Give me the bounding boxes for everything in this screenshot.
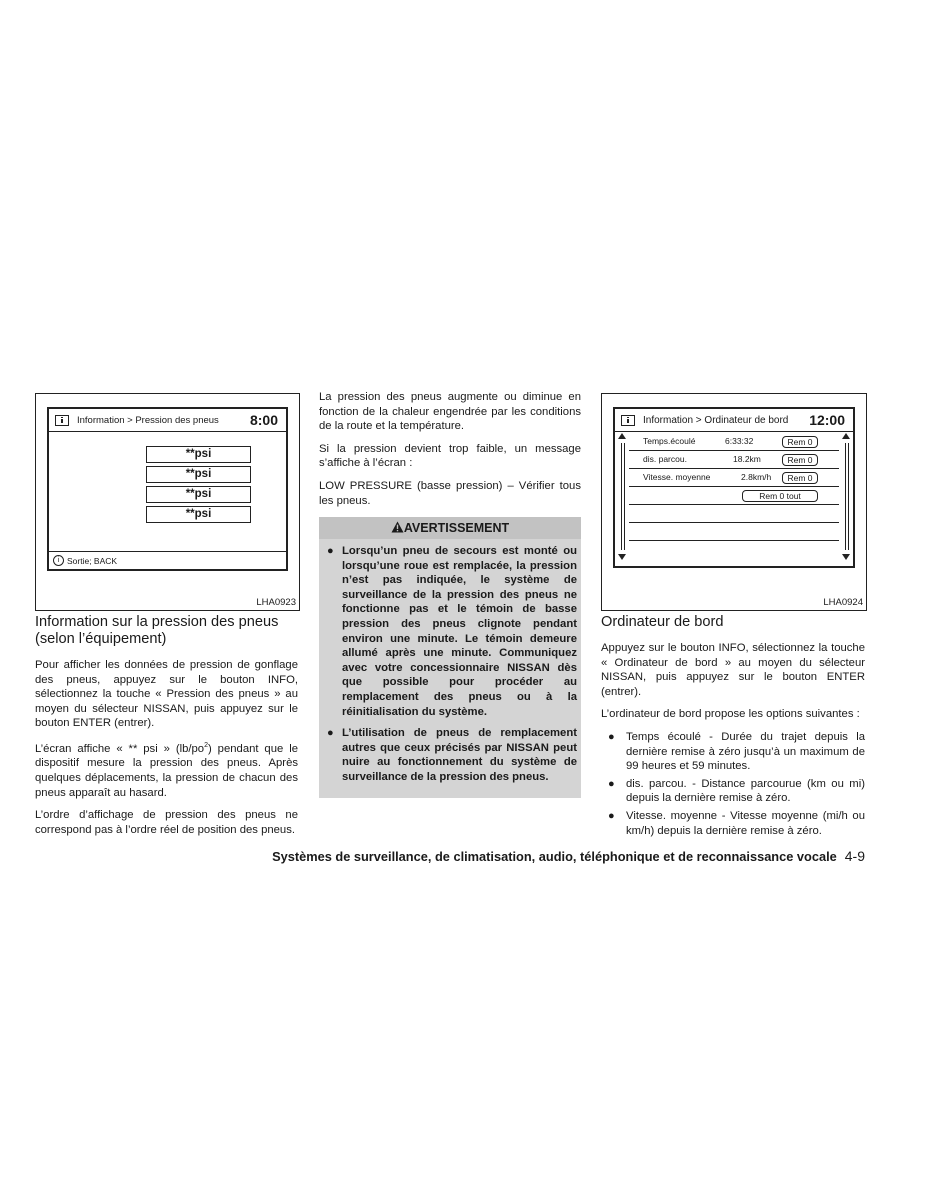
tire-pressure-screen (47, 407, 288, 571)
footer-title: Systèmes de surveillance, de climatisation, audio, téléphonique et de reconnaissance vocale (272, 849, 837, 864)
psi-display-1: **psi (146, 446, 251, 463)
warning-title-text: AVERTISSEMENT (403, 521, 510, 535)
screen-header-text: Information > Pression des pneus (77, 414, 219, 426)
psi-display-4: **psi (146, 506, 251, 523)
list-item-text: Vitesse. moyenne - Vitesse moyenne (mi/h ou km/h) depuis la dernière remise à zéro. (626, 809, 865, 837)
heading-line-1: Information sur la pression des pneus (35, 614, 279, 630)
bullet-icon: ● (608, 809, 615, 822)
warning-item-text: L’utilisation de pneus de remplacement autres que ceux précisés par NISSAN peut nuire au fonctionnement du système de surveillance de la pression des pneus. (342, 727, 577, 783)
reset-button[interactable]: Rem 0 (782, 436, 818, 448)
paragraph: Appuyez sur le bouton INFO, sélectionnez la touche « Ordinateur de bord » au moyen du sélecteur NISSAN, puis appuyez sur le bouton ENTER (entrer). (601, 642, 865, 698)
psi-display-2: **psi (146, 466, 251, 483)
page-number: 4-9 (844, 848, 865, 864)
paragraph: L’ordinateur de bord propose les options suivantes : (601, 708, 860, 721)
trip-computer-figure (601, 393, 867, 611)
warning-item (325, 726, 577, 784)
trip-row-empty (629, 505, 839, 523)
warning-triangle-icon (391, 521, 404, 533)
paragraph: LOW PRESSURE (basse pression) – Vérifier tous les pneus. (319, 479, 581, 507)
trip-computer-heading: Ordinateur de bord (601, 614, 724, 630)
list-item-text: dis. parcou. - Distance parcourue (km ou mi) depuis la dernière remise à zéro. (626, 777, 865, 805)
screen-clock: 8:00 (249, 412, 278, 428)
trip-row-average-speed (629, 469, 839, 487)
list-item (601, 730, 865, 774)
warning-box (319, 517, 581, 798)
warning-title (319, 517, 581, 539)
figure-label: LHA0923 (256, 597, 296, 608)
info-circle-icon: i (53, 555, 64, 566)
row-label: Vitesse. moyenne (643, 472, 711, 482)
scroll-up-icon (618, 433, 626, 439)
trip-row-reset-all (629, 487, 839, 505)
tire-pressure-figure (35, 393, 300, 611)
middle-column-text (319, 390, 581, 516)
warning-item (325, 544, 577, 719)
screen-bottom-bar (49, 551, 286, 569)
reset-all-button[interactable]: Rem 0 tout (742, 490, 818, 502)
screen-clock: 12:00 (809, 412, 845, 428)
left-column-text (35, 614, 298, 845)
bullet-icon: ● (327, 545, 334, 557)
bullet-icon: ● (608, 730, 615, 743)
bullet-icon: ● (327, 727, 334, 740)
trip-options-list (601, 730, 865, 838)
figure-label: LHA0924 (823, 597, 863, 608)
screen-header (615, 409, 853, 432)
right-scroll-indicator (842, 433, 850, 560)
page-footer (272, 848, 865, 864)
superscript: 2 (204, 741, 208, 749)
row-value: 2.8km/h (741, 472, 772, 482)
right-column-text (601, 614, 865, 841)
paragraph-text: L’écran affiche « ** psi » (lb/po (35, 742, 205, 755)
psi-display-3: **psi (146, 486, 251, 503)
list-item (601, 809, 865, 838)
row-value: 18.2km (733, 454, 761, 464)
paragraph: L’ordre d’affichage de pression des pneus ne correspond pas à l’ordre réel de position des pneus. (35, 809, 298, 836)
screen-header-text: Information > Ordinateur de bord (643, 414, 789, 426)
bullet-icon: ● (608, 777, 615, 790)
left-scroll-indicator (618, 433, 626, 560)
scroll-down-icon (842, 554, 850, 560)
heading-line-2: (selon l’équipement) (35, 631, 167, 647)
warning-list (325, 544, 577, 792)
reset-button[interactable]: Rem 0 (782, 472, 818, 484)
trip-row-empty (629, 523, 839, 541)
paragraph: Si la pression devient trop faible, un message s’affiche à l’écran : (319, 442, 581, 470)
paragraph: Pour afficher les données de pression de gonflage des pneus, appuyez sur le bouton INFO, sélectionnez la touche « Pression des pneus » au moyen du sélecteur NISSAN, puis appuyez sur le bouton ENTER (entrer). (35, 659, 298, 730)
row-label: dis. parcou. (643, 454, 687, 464)
list-item-text: Temps écoulé - Durée du trajet depuis la dernière remise à zéro jusqu’à un maximum de 99 heures et 59 minutes. (626, 730, 865, 773)
scroll-up-icon (842, 433, 850, 439)
info-icon (621, 415, 635, 426)
trip-row-distance (629, 451, 839, 469)
paragraph-text: ) pendant que le dispositif mesure la pression des pneus. Après quelques déplacements, la pression de chacun des pneus apparaît au hasard. (35, 742, 298, 799)
info-icon (55, 415, 69, 426)
screen-header (49, 409, 286, 432)
scroll-down-icon (618, 554, 626, 560)
row-label: Temps.écoulé (643, 436, 696, 446)
warning-item-text: Lorsqu’un pneu de secours est monté ou lorsqu’une roue est remplacée, la pression n’est pas indiquée, le système de surveillance de la pression des pneus ne fonctionne pas et le témoin de basse pression des pneus clignote pendant environ une minute. Le témoin demeure allumé après une minute. Communiquez avec votre concessionnaire NISSAN dès que possible pour procéder au remplacement des pneus ou à la réinitialisation du système. (342, 545, 577, 718)
exit-hint: Sortie; BACK (67, 555, 118, 566)
tire-pressure-heading (35, 614, 298, 648)
trip-row-elapsed-time (629, 433, 839, 451)
paragraph: La pression des pneus augmente ou diminue en fonction de la chaleur engendrée par les conditions de la route et la température. (319, 391, 581, 433)
reset-button[interactable]: Rem 0 (782, 454, 818, 466)
trip-computer-screen (613, 407, 855, 568)
list-item (601, 777, 865, 806)
paragraph (35, 739, 298, 800)
row-value: 6:33:32 (725, 436, 754, 446)
